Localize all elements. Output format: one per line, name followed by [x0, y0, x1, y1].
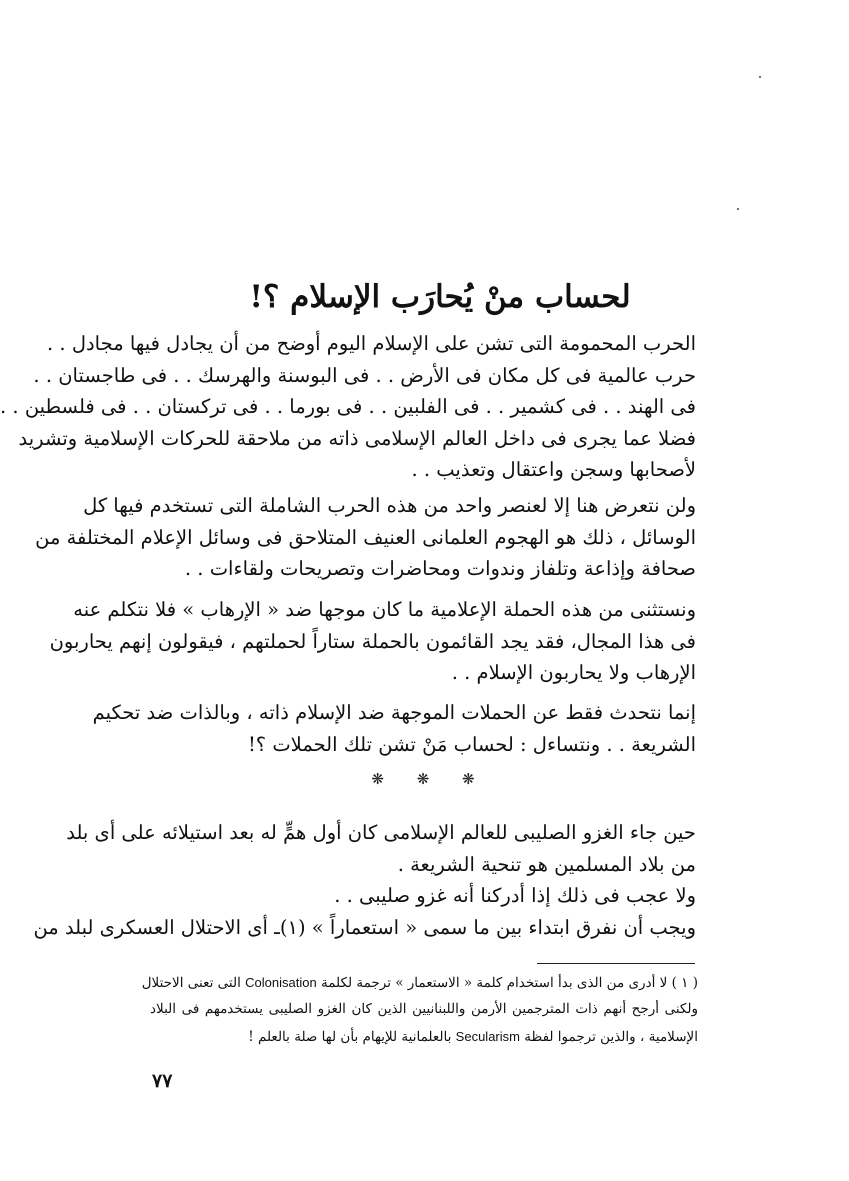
chapter-title: لحساب منْ يُحارَب الإسلام ؟! [249, 278, 631, 315]
text-line: فى هذا المجال، فقد يجد القائمون بالحملة ستاراً لحملتهم ، فيقولون إنهم يحاربون [49, 629, 696, 653]
paragraph-2 [35, 490, 696, 585]
scan-speck [759, 76, 761, 78]
paragraph-3 [49, 594, 696, 689]
footnote-text: الإسلامية ، والذين ترجموا لفظة [524, 1029, 698, 1045]
paragraph-5 [33, 817, 696, 943]
text-line: لأصحابها وسجن واعتقال وتعذيب . . [411, 458, 696, 481]
text-line: الشريعة . . ونتساءل : لحساب مَنْ تشن تلك الحملات ؟! [247, 732, 696, 756]
footnote-line [141, 969, 698, 996]
text-line: ولن نتعرض هنا إلا لعنصر واحد من هذه الحرب الشاملة التى تستخدم فيها كل [83, 494, 696, 517]
text-line: الوسائل ، ذلك هو الهجوم العلمانى العنيف المتلاحق فى وسائل الإعلام المختلفة من [35, 525, 696, 549]
scan-speck [737, 208, 739, 210]
footnote-term: Colonisation [245, 975, 317, 990]
text-line: ويجب أن نفرق ابتداء بين ما سمى « استعماراً » (١)ـ أى الاحتلال العسكرى لبلد من [33, 915, 696, 939]
text-line: صحافة وإذاعة وتلفاز وندوات ومحاضرات وتصريحات ولقاءات . . [184, 557, 696, 580]
footnote-text: ( ١ ) لا أدرى من الذى بدأ استخدام كلمة « الاستعمار » ترجمة لكلمة [320, 975, 698, 991]
footnote-term: Secularism [455, 1029, 520, 1044]
text-line: فضلا عما يجرى فى داخل العالم الإسلامى ذاته من ملاحقة للحركات الإسلامية وتشريد [18, 426, 696, 450]
text-line: ونستثنى من هذه الحملة الإعلامية ما كان موجها ضد « الإرهاب » فلا نتكلم عنه [73, 598, 696, 621]
text-line: فى الهند . . فى كشمير . . فى الفلبين . . فى بورما . . فى تركستان . . فى فلسطين . . [0, 395, 696, 418]
footnote-divider [537, 963, 695, 964]
paragraph-4 [92, 697, 696, 760]
footnote-text: بالعلمانية للإيهام بأن لها صلة بالعلم ! [248, 1029, 452, 1045]
text-line: الحرب المحمومة التى تشن على الإسلام اليوم أوضح من أن يجادل فيها مجادل . . [47, 332, 696, 355]
page-number: ٧٧ [152, 1070, 173, 1092]
footnote [141, 969, 698, 1050]
footnote-line: ولكنى أرجح أنهم ذات المترجمين الأرمن واللبنانيين الذين كان الغزو الصليبى يستخدمهم فى البلاد [150, 1001, 698, 1017]
section-separator: ❋ ❋ ❋ [371, 770, 489, 788]
text-line: من بلاد المسلمين هو تنحية الشريعة . [397, 852, 696, 876]
text-line: حرب عالمية فى كل مكان فى الأرض . . فى البوسنة والهرسك . . فى طاجستان . . [33, 363, 696, 387]
paragraph-1 [0, 328, 696, 486]
text-line: الإرهاب ولا يحاربون الإسلام . . [451, 661, 696, 684]
footnote-line [150, 1023, 698, 1050]
text-line: إنما نتحدث فقط عن الحملات الموجهة ضد الإسلام ذاته ، وبالذات ضد تحكيم [92, 701, 696, 724]
footnote-text: التى تعنى الاحتلال [141, 975, 241, 991]
text-line: حين جاء الغزو الصليبى للعالم الإسلامى كان أول همٍّ له بعد استيلائه على أى بلد [66, 821, 696, 844]
text-line: ولا عجب فى ذلك إذا أدركنا أنه غزو صليبى . . [334, 884, 696, 907]
